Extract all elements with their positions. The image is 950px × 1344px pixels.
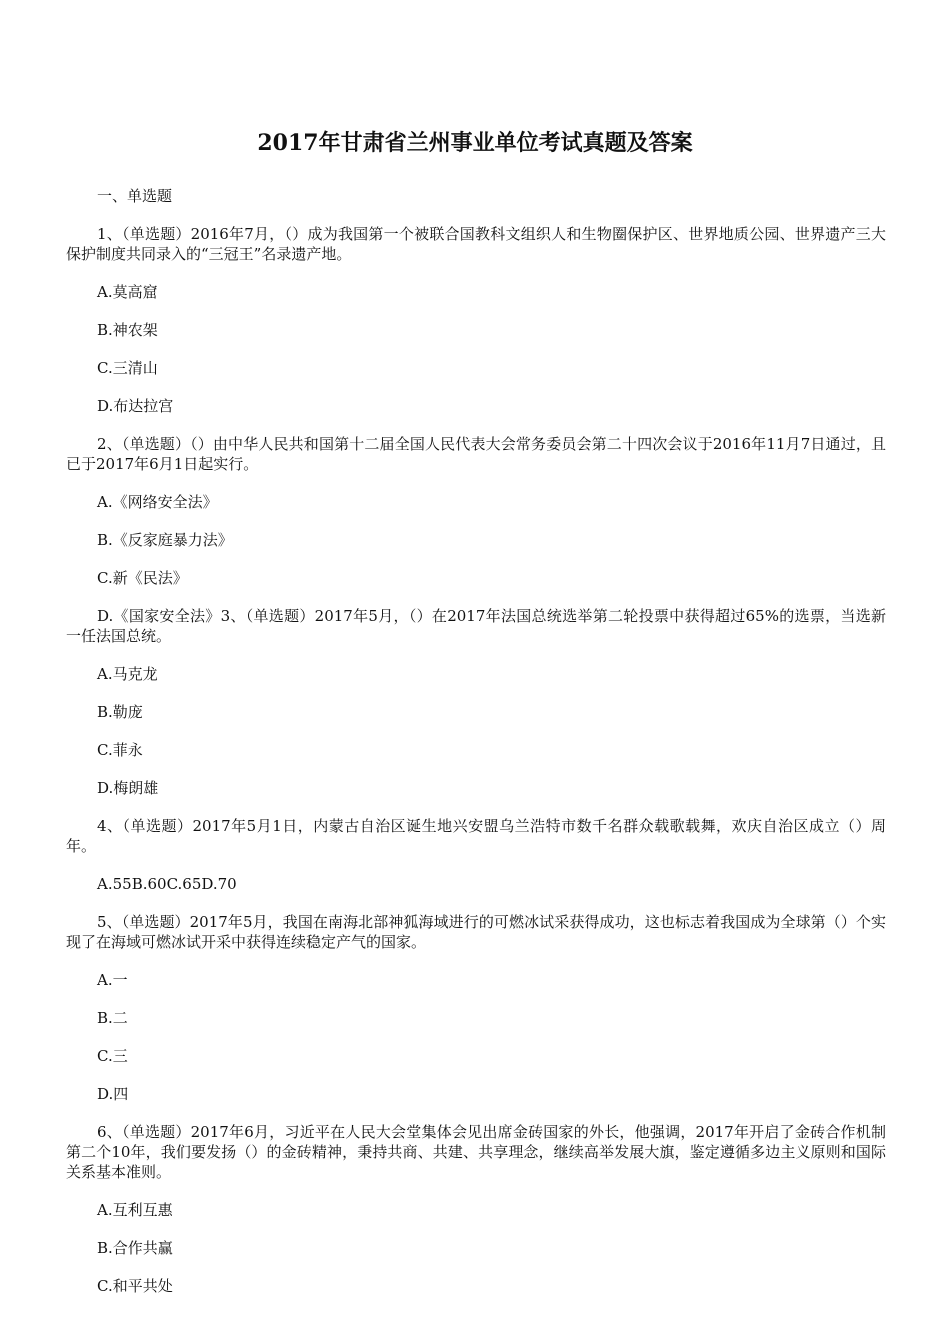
question-5: 5、（单选题）2017年5月，我国在南海北部神狐海域进行的可燃冰试采获得成功，这也标志着我国成为全球第（）个实现了在海域可燃冰试开采中获得连续稳定产气的国家。 xyxy=(66,913,886,951)
document-title: 2017年甘肃省兰州事业单位考试真题及答案 xyxy=(257,130,693,156)
q1-option-b: B.神农架 xyxy=(97,321,158,339)
q3-option-b: B.勒庞 xyxy=(97,703,143,721)
question-2: 2、（单选题）（）由中华人民共和国第十二届全国人民代表大会常务委员会第二十四次会议于2016年11月7日通过，且已于2017年6月1日起实行。 xyxy=(66,435,886,473)
question-4: 4、（单选题）2017年5月1日，内蒙古自治区诞生地兴安盟乌兰浩特市数千名群众载歌载舞，欢庆自治区成立（）周年。 xyxy=(66,817,886,855)
q5-option-a: A.一 xyxy=(97,971,128,989)
q5-option-d: D.四 xyxy=(97,1085,129,1103)
q1-option-d: D.布达拉宫 xyxy=(97,397,174,415)
q4-options: A.55B.60C.65D.70 xyxy=(97,875,237,893)
q1-option-c: C.三清山 xyxy=(97,359,158,377)
q6-option-b: B.合作共赢 xyxy=(97,1239,173,1257)
q1-option-a: A.莫高窟 xyxy=(97,283,158,301)
q5-option-c: C.三 xyxy=(97,1047,128,1065)
q3-option-d: D.梅朗雄 xyxy=(97,779,159,797)
q3-option-a: A.马克龙 xyxy=(97,665,158,683)
q3-option-c: C.菲永 xyxy=(97,741,143,759)
q6-option-a: A.互利互惠 xyxy=(97,1201,173,1219)
section-heading: 一、单选题 xyxy=(97,187,173,205)
q2-option-c: C.新《民法》 xyxy=(97,569,188,587)
question-1: 1、（单选题）2016年7月，（）成为我国第一个被联合国教科文组织人和生物圈保护区、世界地质公园、世界遗产三大保护制度共同录入的“三冠王”名录遗产地。 xyxy=(66,225,886,263)
q2-option-a: A.《网络安全法》 xyxy=(97,493,218,511)
question-6: 6、（单选题）2017年6月，习近平在人民大会堂集体会见出席金砖国家的外长，他强调，2017年开启了金砖合作机制第二个10年，我们要发扬（）的金砖精神，秉持共商、共建、共享理念，继续高举发展大旗，鉴定遵循多边主义原则和国际关系基本准则。 xyxy=(66,1123,886,1181)
q6-option-c: C.和平共处 xyxy=(97,1277,173,1295)
q2-option-b: B.《反家庭暴力法》 xyxy=(97,531,233,549)
q5-option-b: B.二 xyxy=(97,1009,128,1027)
q2-option-d-and-question-3: D.《国家安全法》3、（单选题）2017年5月，（）在2017年法国总统选举第二轮投票中获得超过65%的选票，当选新一任法国总统。 xyxy=(66,607,886,645)
